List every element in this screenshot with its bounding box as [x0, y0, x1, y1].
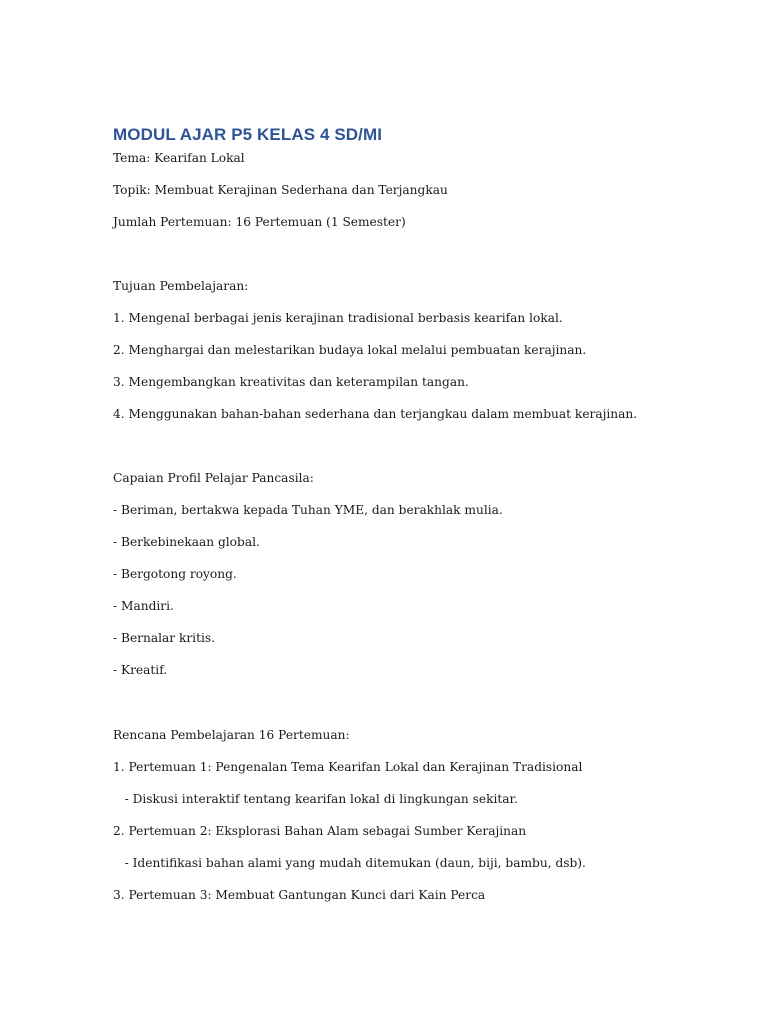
rencana-heading: Rencana Pembelajaran 16 Pertemuan:: [113, 728, 350, 742]
list-item: - Beriman, bertakwa kepada Tuhan YME, dan berakhlak mulia.: [113, 503, 503, 517]
list-item: 2. Pertemuan 2: Eksplorasi Bahan Alam sebagai Sumber Kerajinan: [113, 824, 527, 838]
list-item: - Identifikasi bahan alami yang mudah ditemukan (daun, biji, bambu, dsb).: [113, 856, 586, 870]
list-item: - Diskusi interaktif tentang kearifan lokal di lingkungan sekitar.: [113, 792, 518, 806]
list-item: 3. Pertemuan 3: Membuat Gantungan Kunci dari Kain Perca: [113, 888, 486, 902]
jumlah-pertemuan-line: Jumlah Pertemuan: 16 Pertemuan (1 Semester): [113, 215, 406, 229]
topik-line: Topik: Membuat Kerajinan Sederhana dan Terjangkau: [113, 183, 448, 197]
document-title: MODUL AJAR P5 KELAS 4 SD/MI: [113, 125, 383, 144]
list-item: 1. Pertemuan 1: Pengenalan Tema Kearifan Lokal dan Kerajinan Tradisional: [113, 760, 583, 774]
list-item: - Mandiri.: [113, 599, 174, 613]
list-item: 2. Menghargai dan melestarikan budaya lokal melalui pembuatan kerajinan.: [113, 343, 587, 357]
list-item: - Bergotong royong.: [113, 567, 237, 581]
list-item: - Kreatif.: [113, 663, 168, 677]
list-item: 3. Mengembangkan kreativitas dan keterampilan tangan.: [113, 375, 469, 389]
list-item: 1. Mengenal berbagai jenis kerajinan tradisional berbasis kearifan lokal.: [113, 311, 563, 325]
list-item: 4. Menggunakan bahan-bahan sederhana dan terjangkau dalam membuat kerajinan.: [113, 407, 638, 421]
list-item: - Berkebinekaan global.: [113, 535, 260, 549]
tema-line: Tema: Kearifan Lokal: [113, 151, 245, 165]
list-item: - Bernalar kritis.: [113, 631, 215, 645]
tujuan-heading: Tujuan Pembelajaran:: [113, 279, 249, 293]
profil-heading: Capaian Profil Pelajar Pancasila:: [113, 471, 314, 485]
